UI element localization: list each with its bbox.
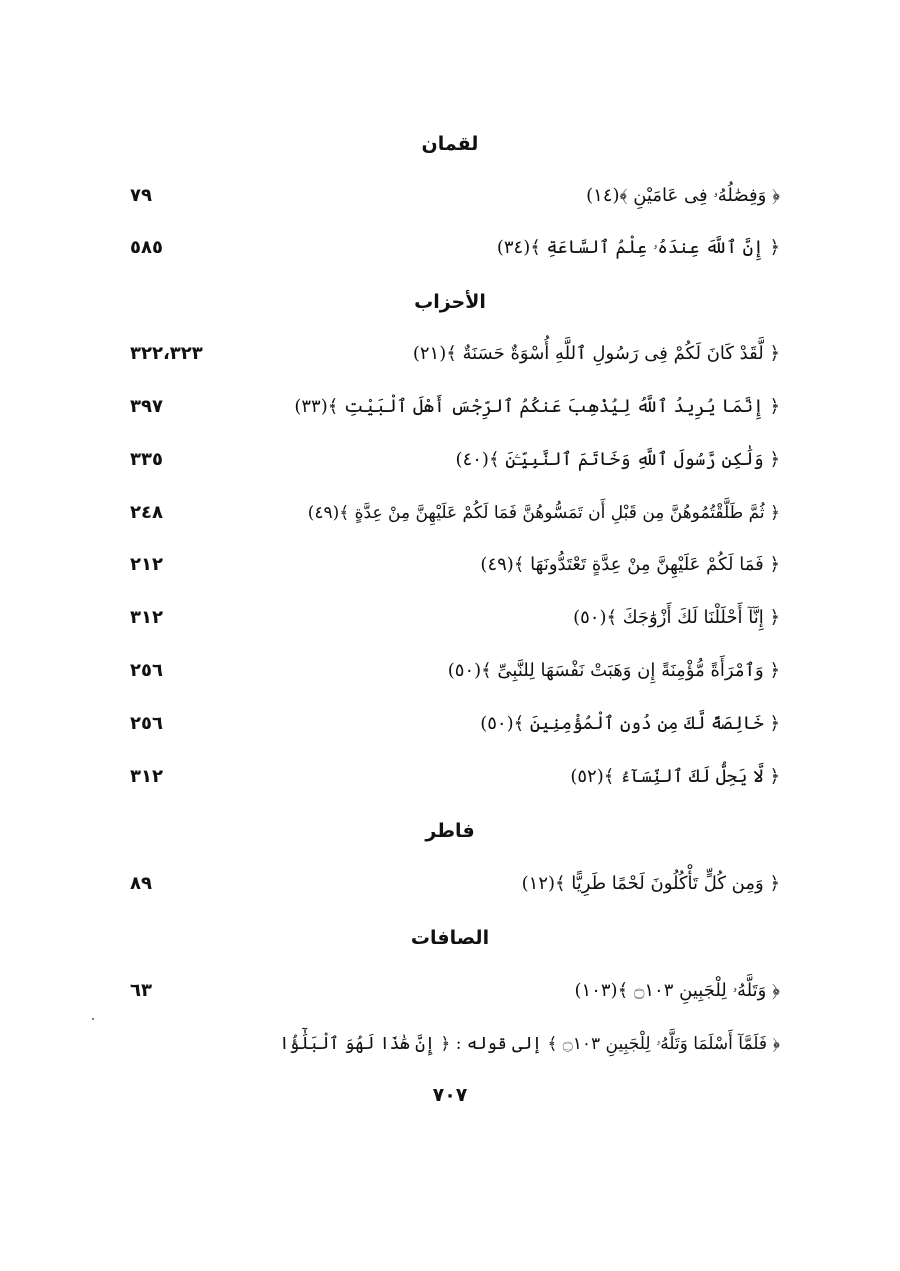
page-reference: ٣١٢ — [130, 766, 163, 787]
verse-text: ﴿ وَلَٰكِن رَّسُولَ ٱللَّهِ وَخَاتَمَ ٱلنَّبِيِّـۧنَ ﴾(٤٠) — [455, 449, 780, 470]
surah-heading-ahzab: الأحزاب — [414, 291, 486, 313]
index-entry — [100, 181, 780, 211]
index-entry — [100, 498, 780, 528]
index-entry — [100, 339, 780, 369]
page-reference: ٣٩٧ — [130, 396, 163, 417]
verse-text: ﴿ ثُمَّ طَلَّقْتُمُوهُنَّ مِن قَبْلِ أَن تَمَسُّوهُنَّ فَمَا لَكُمْ عَلَيْهِنَّ مِنْ عِدَّةٍ ﴾(٤٩) — [307, 503, 780, 523]
page-reference: ٧٩ — [130, 185, 152, 206]
page-reference: ٦٣ — [130, 980, 152, 1001]
verse-text: ﴿ إِنَّآ أَحْلَلْنَا لَكَ أَزْوَٰجَكَ ﴾(٥٠) — [573, 607, 780, 628]
verse-text: ﴿ لَّقَدْ كَانَ لَكُمْ فِى رَسُولِ ٱللَّهِ أُسْوَةٌ حَسَنَةٌ ﴾(٢١) — [412, 343, 780, 364]
index-entry — [100, 976, 780, 1006]
surah-heading-fatir: فاطر — [425, 820, 475, 842]
page-reference: ٥٨٥ — [130, 237, 163, 258]
surah-heading-luqman: لقمان — [421, 133, 479, 155]
index-entry — [100, 233, 780, 263]
index-entry — [100, 762, 780, 792]
verse-text: ﴿ فَمَا لَكُمْ عَلَيْهِنَّ مِنْ عِدَّةٍ تَعْتَدُّونَهَا ﴾(٤٩) — [480, 554, 780, 575]
index-entry — [100, 869, 780, 899]
index-entry — [100, 445, 780, 475]
index-entry — [100, 709, 780, 739]
surah-heading-saffat: الصافات — [410, 927, 490, 949]
index-entry — [100, 656, 780, 686]
verse-text: ﴿ لَّا يَحِلُّ لَكَ ٱلنِّسَآءُ ﴾(٥٢) — [570, 766, 780, 787]
verse-text: ﴿ وَمِن كُلٍّ تَأْكُلُونَ لَحْمًا طَرِيًّا ﴾(١٢) — [521, 873, 780, 894]
page-reference: ٢٥٦ — [130, 713, 163, 734]
verse-text: ﴿ إِنَّمَا يُرِيدُ ٱللَّهُ لِيُذْهِبَ عَنكُمُ ٱلرِّجْسَ أَهْلَ ٱلْبَيْتِ ﴾(٣٣) — [294, 396, 780, 417]
page-reference: ٣٢٢،٣٢٣ — [130, 343, 203, 364]
page-reference: ٢٤٨ — [130, 502, 163, 523]
page-number: ٧٠٧ — [432, 1084, 468, 1106]
verse-text: ﴿ فَلَمَّآ أَسْلَمَا وَتَلَّهُۥ لِلْجَبِينِ ۝١٠٣ ﴾ إلى قوله : ﴿ إِنَّ هَٰذَا لَهُوَ ٱلْبَلَٰٓؤُا — [279, 1034, 780, 1054]
verse-text: ﴿ وَتَلَّهُۥ لِلْجَبِينِ ۝١٠٣ ﴾(١٠٣) — [574, 980, 780, 1001]
verse-text: ﴿ وَٱمْرَأَةً مُّؤْمِنَةً إِن وَهَبَتْ نَفْسَهَا لِلنَّبِىِّ ﴾(٥٠) — [447, 660, 780, 681]
stray-dot — [92, 1018, 94, 1020]
verse-text: ﴿ إِنَّ ٱللَّهَ عِندَهُۥ عِلْمُ ٱلسَّاعَةِ ﴾(٣٤) — [496, 237, 780, 258]
verse-text: ﴿ وَفِصَٰلُهُۥ فِى عَامَيْنِ ﴾(١٤) — [586, 185, 780, 206]
page-reference: ٢١٢ — [130, 554, 163, 575]
index-entry — [100, 392, 780, 422]
index-entry — [100, 550, 780, 580]
page-reference: ٣١٢ — [130, 607, 163, 628]
index-entry — [100, 1029, 780, 1059]
index-entry — [100, 603, 780, 633]
page-reference: ٣٣٥ — [130, 449, 163, 470]
page-reference: ٢٥٦ — [130, 660, 163, 681]
verse-text: ﴿ خَالِصَةً لَّكَ مِن دُونِ ٱلْمُؤْمِنِينَ ﴾(٥٠) — [480, 713, 780, 734]
page-reference: ٨٩ — [130, 873, 152, 894]
